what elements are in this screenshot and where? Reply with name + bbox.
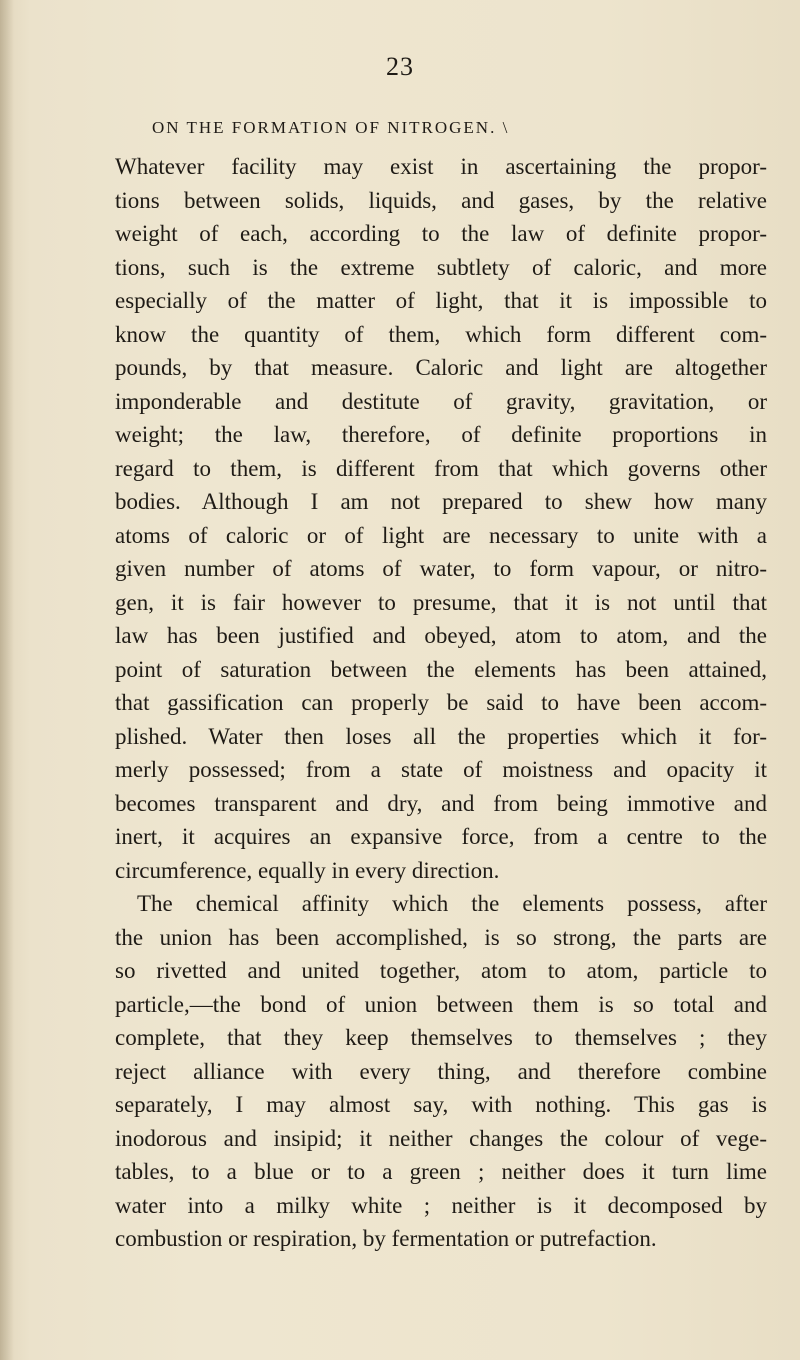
text-line: especially of the matter of light, that it is impossible to <box>115 288 767 313</box>
text-line: imponderable and destitute of gravity, gravitation, or <box>115 388 767 414</box>
body-text <box>115 150 767 1256</box>
text-line: bodies. Although I am not prepared to shew how many <box>115 489 767 514</box>
page-number: 23 <box>386 52 414 81</box>
text-line: that gassification can properly be said to have been accom- <box>115 690 767 715</box>
text-line: tions, such is the extreme subtlety of caloric, and more <box>115 254 767 280</box>
text-line: weight; the law, therefore, of definite proportions in <box>115 422 767 447</box>
text-line: combustion or respiration, by fermentation or putrefaction. <box>115 1226 657 1251</box>
text-line: merly possessed; from a state of moistness and opacity it <box>115 757 767 782</box>
text-line: water into a milky white ; neither is it decomposed by <box>115 1192 767 1218</box>
paragraph-2 <box>115 887 767 1256</box>
text-line: Whatever facility may exist in ascertaining the propor- <box>115 154 767 179</box>
text-line: complete, that they keep themselves to themselves ; they <box>115 1025 767 1050</box>
gutter-shadow <box>0 0 14 1360</box>
text-line: pounds, by that measure. Caloric and light are altogether <box>115 355 767 380</box>
text-line: tables, to a blue or to a green ; neither does it turn lime <box>115 1159 767 1184</box>
paragraph-1 <box>115 150 767 887</box>
running-head: ON THE FORMATION OF NITROGEN. \ <box>152 118 510 137</box>
text-line: separately, I may almost say, with nothing. This gas is <box>115 1092 767 1117</box>
text-line: tions between solids, liquids, and gases, by the relative <box>115 187 767 213</box>
text-line: the union has been accomplished, is so strong, the parts are <box>115 924 767 950</box>
text-line: regard to them, is different from that which governs other <box>115 455 767 481</box>
text-line: weight of each, according to the law of definite propor- <box>115 221 767 246</box>
text-line: particle,—the bond of union between them is so total and <box>115 991 767 1017</box>
text-line: The chemical affinity which the elements possess, after <box>137 891 767 916</box>
text-line: inert, it acquires an expansive force, from a centre to the <box>115 824 767 849</box>
text-line: know the quantity of them, which form different com- <box>115 321 767 347</box>
text-line: law has been justified and obeyed, atom to atom, and the <box>115 623 767 648</box>
text-line: reject alliance with every thing, and therefore combine <box>115 1058 767 1084</box>
text-line: atoms of caloric or of light are necessary to unite with a <box>115 522 767 548</box>
text-line: inodorous and insipid; it neither changes the colour of vege- <box>115 1125 767 1151</box>
text-line: circumference, equally in every direction. <box>115 857 500 883</box>
text-line: given number of atoms of water, to form vapour, or nitro- <box>115 556 767 581</box>
text-line: plished. Water then loses all the properties which it for- <box>115 723 767 749</box>
text-line: gen, it is fair however to presume, that it is not until that <box>115 589 767 615</box>
text-line: so rivetted and united together, atom to atom, particle to <box>115 958 767 983</box>
text-line: becomes transparent and dry, and from being immotive and <box>115 790 767 816</box>
text-line: point of saturation between the elements has been attained, <box>115 656 767 682</box>
